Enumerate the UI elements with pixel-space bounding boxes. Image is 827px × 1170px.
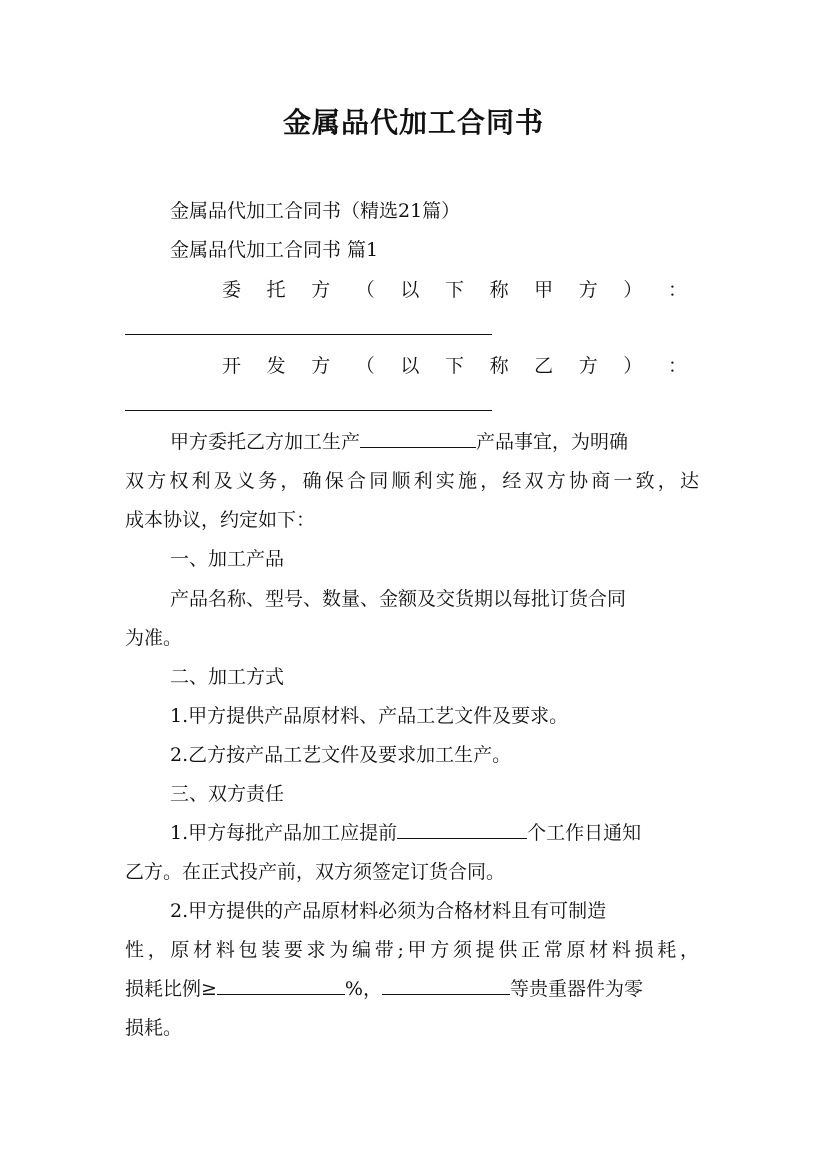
intro-line-2: 双方权利及义务，确保合同顺利实施，经双方协商一致，达 [125, 470, 699, 492]
loss-ratio-blank[interactable] [217, 976, 345, 995]
party-b-char: 乙 [534, 355, 554, 377]
party-a-char: 甲 [534, 279, 554, 301]
party-a-line [222, 276, 687, 304]
notice-days-blank[interactable] [397, 820, 527, 839]
party-a-char: 托 [266, 279, 286, 301]
party-a-char: （ [355, 279, 375, 301]
party-b-char: 发 [266, 355, 286, 377]
party-a-char: 委 [222, 279, 242, 301]
party-a-char: 称 [489, 279, 509, 301]
section-2-item-2: 2.乙方按产品工艺文件及要求加工生产。 [170, 744, 512, 766]
party-b-char: 以 [400, 355, 420, 377]
party-a-char: ） [623, 279, 643, 301]
section-3-item-2-line-2: 性，原材料包装要求为编带;甲方须提供正常原材料损耗， [125, 939, 699, 961]
party-a-char: 下 [444, 279, 464, 301]
item-text: 等贵重器件为零 [509, 978, 643, 1000]
intro-text: 甲方委托乙方加工生产 [170, 431, 361, 453]
section-1-para-line-1: 产品名称、型号、数量、金额及交货期以每批订货合同 [170, 588, 627, 610]
section-3-item-1-line-2: 乙方。在正式投产前，双方须签定订货合同。 [125, 861, 506, 883]
party-b-char: 方 [311, 355, 331, 377]
party-a-char: 方 [578, 279, 598, 301]
item-text: %， [344, 978, 382, 1000]
section-1-para-line-2: 为准。 [125, 627, 183, 649]
item-text: 个工作日通知 [527, 822, 642, 844]
product-blank[interactable] [360, 429, 476, 448]
section-2-item-1: 1.甲方提供产品原材料、产品工艺文件及要求。 [170, 705, 569, 727]
section-3-item-2-line-3 [125, 975, 643, 1003]
section-3-item-2-line-4: 损耗。 [125, 1017, 183, 1039]
section-3-item-2-line-1: 2.甲方提供的产品原材料必须为合格材料且有可制造 [170, 900, 607, 922]
intro-text: 产品事宜，为明确 [476, 431, 629, 453]
party-b-blank[interactable] [125, 410, 492, 411]
party-a-blank[interactable] [125, 334, 492, 335]
document-title: 金属品代加工合同书 [282, 106, 544, 139]
party-b-char: 下 [444, 355, 464, 377]
party-b-line [222, 352, 687, 380]
party-b-char: ： [667, 355, 687, 377]
intro-line-3: 成本协议，约定如下： [125, 509, 316, 531]
party-a-char: ： [667, 279, 687, 301]
party-b-char: 方 [578, 355, 598, 377]
section-1-heading: 一、加工产品 [170, 548, 285, 570]
party-b-char: ） [623, 355, 643, 377]
party-b-char: 开 [222, 355, 242, 377]
section-3-item-1-line-1 [170, 819, 641, 847]
party-b-char: 称 [489, 355, 509, 377]
section-heading: 金属品代加工合同书 篇1 [170, 239, 379, 261]
party-a-char: 方 [311, 279, 331, 301]
section-3-heading: 三、双方责任 [170, 783, 285, 805]
party-a-char: 以 [400, 279, 420, 301]
intro-line-1 [170, 428, 628, 456]
party-b-char: （ [355, 355, 375, 377]
precious-parts-blank[interactable] [382, 976, 510, 995]
item-text: 1.甲方每批产品加工应提前 [170, 822, 398, 844]
subtitle: 金属品代加工合同书（精选21篇） [170, 200, 461, 222]
item-text: 损耗比例≥ [125, 978, 217, 1000]
section-2-heading: 二、加工方式 [170, 666, 285, 688]
